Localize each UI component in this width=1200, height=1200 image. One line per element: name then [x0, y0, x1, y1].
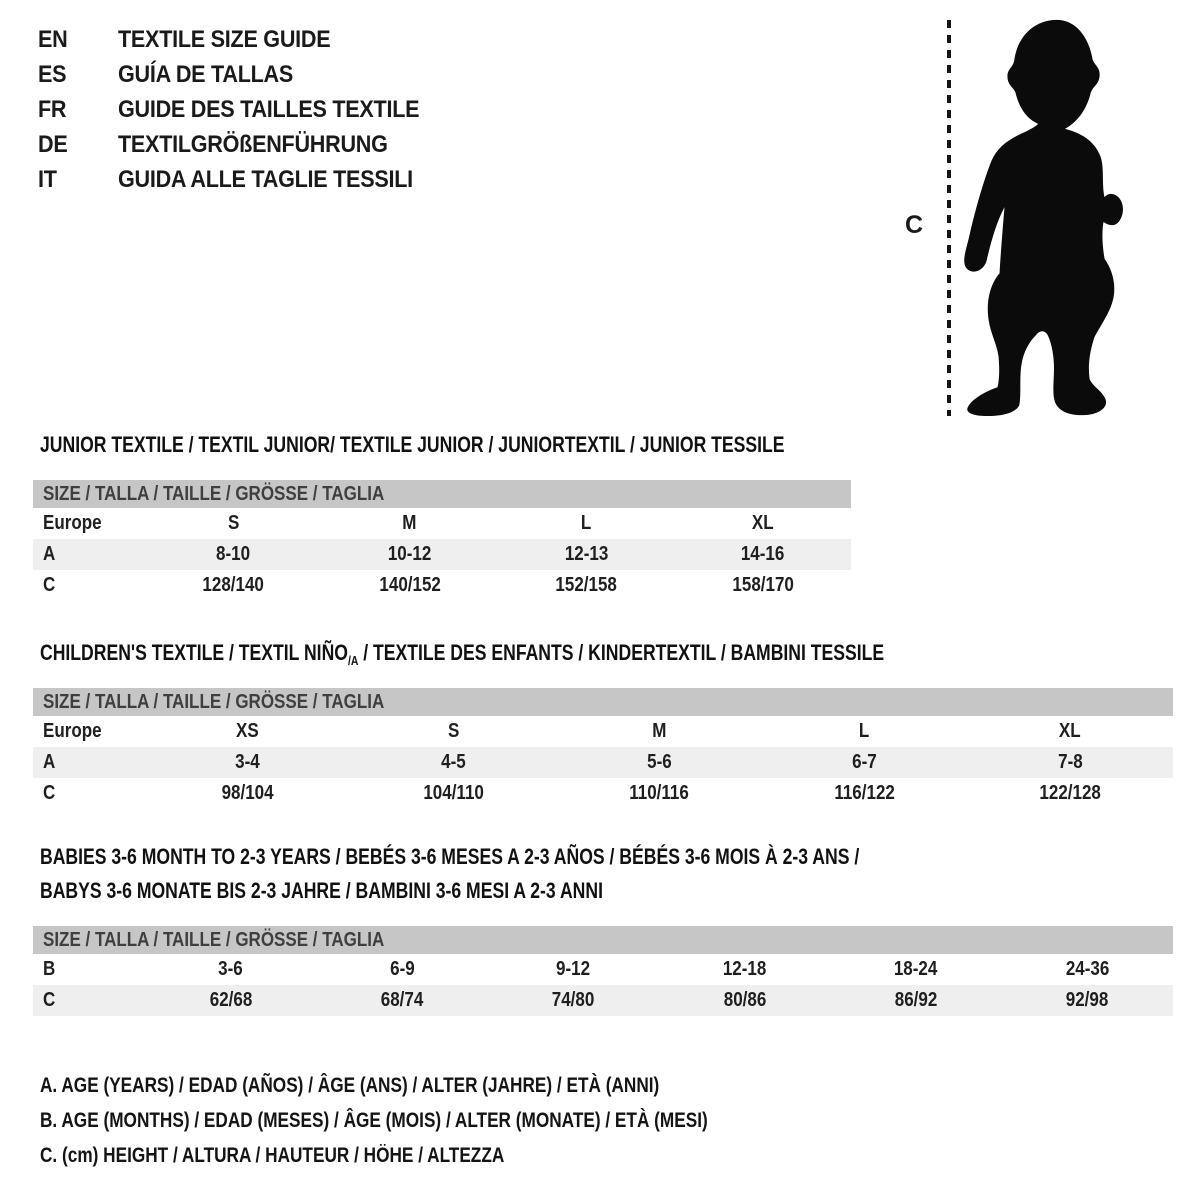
cell: 8-10 — [216, 543, 251, 565]
cell: 4-5 — [441, 751, 466, 773]
legend-line-a: A. AGE (YEARS) / EDAD (AÑOS) / ÂGE (ANS) / ALTER (JAHRE) / ETÀ (ANNI) — [40, 1073, 660, 1097]
cell: C — [43, 989, 56, 1011]
cell: 3-4 — [235, 751, 261, 773]
cell: 10-12 — [388, 543, 432, 565]
language-guide — [38, 22, 453, 197]
cell: Europe — [43, 512, 102, 534]
title-subscript: /A — [347, 653, 359, 668]
junior-section-title: JUNIOR TEXTILE / TEXTIL JUNIOR/ TEXTILE JUNIOR / JUNIORTEXTIL / JUNIOR TESSILE — [40, 432, 785, 457]
cell: XS — [236, 720, 260, 742]
language-label: GUIDE DES TAILLES TEXTILE — [118, 95, 420, 123]
language-row-fr — [38, 92, 453, 127]
cell: XL — [751, 512, 774, 534]
cell: 110/116 — [629, 782, 689, 804]
cell: 68/74 — [380, 989, 424, 1011]
size-header-bar: SIZE / TALLA / TAILLE / GRÖSSE / TAGLIA — [33, 480, 851, 508]
children-column-header-row — [33, 716, 1173, 747]
cell: L — [859, 720, 870, 742]
babies-row-age-months — [33, 954, 1173, 985]
language-code: DE — [38, 130, 68, 158]
cell: S — [227, 512, 239, 534]
babies-section-title-line2: BABYS 3-6 MONATE BIS 2-3 JAHRE / BAMBINI 3-6 MESI A 2-3 ANNI — [40, 878, 603, 903]
height-measure-dotted-line — [947, 20, 951, 416]
cell: 14-16 — [741, 543, 785, 565]
language-label: TEXTILGRÖßENFÜHRUNG — [118, 130, 388, 158]
language-row-es — [38, 57, 453, 92]
cell: 158/170 — [732, 574, 794, 596]
cell: 80/86 — [723, 989, 766, 1011]
measurement-legend — [40, 1068, 854, 1173]
language-row-it — [38, 162, 453, 197]
cell: 140/152 — [379, 574, 441, 596]
cell: 104/110 — [423, 782, 484, 804]
legend-line-b: B. AGE (MONTHS) / EDAD (MESES) / ÂGE (MOIS) / ALTER (MONATE) / ETÀ (MESI) — [40, 1108, 708, 1132]
cell: 5-6 — [646, 751, 672, 773]
language-label: TEXTILE SIZE GUIDE — [118, 25, 331, 53]
cell: 86/92 — [894, 989, 938, 1011]
children-section-title: CHILDREN'S TEXTILE / TEXTIL $NIÑO_{/A}$ / TEXTILE DES ENFANTS / KINDERTEXTIL / BAMBINI TESSILE — [40, 640, 885, 668]
language-row-en — [38, 22, 453, 57]
cell: M — [402, 512, 417, 534]
cell: 6-9 — [389, 958, 415, 980]
cell: 24-36 — [1065, 958, 1110, 980]
language-row-de — [38, 127, 453, 162]
cell: 6-7 — [852, 751, 877, 773]
cell: 18-24 — [894, 958, 938, 980]
language-code: ES — [38, 60, 67, 88]
cell: M — [651, 720, 667, 742]
language-code: FR — [38, 95, 67, 123]
language-code: IT — [38, 165, 57, 193]
language-code: EN — [38, 25, 68, 53]
cell: 92/98 — [1066, 989, 1109, 1011]
cell: C — [43, 574, 56, 596]
babies-section-title-line1: BABIES 3-6 MONTH TO 2-3 YEARS / BEBÉS 3-6 MESES A 2-3 AÑOS / BÉBÉS 3-6 MOIS À 2-3 ANS / — [40, 844, 860, 869]
cell: L — [581, 512, 592, 534]
children-size-table — [33, 688, 1173, 809]
legend-line-c: C. (cm) HEIGHT / ALTURA / HAUTEUR / HÖHE / ALTEZZA — [40, 1143, 505, 1167]
cell: A — [43, 543, 56, 565]
cell: B — [43, 958, 56, 980]
cell: A — [43, 751, 56, 773]
size-header-bar: SIZE / TALLA / TAILLE / GRÖSSE / TAGLIA — [33, 926, 1173, 954]
cell: Europe — [43, 720, 102, 742]
cell: 128/140 — [202, 574, 264, 596]
children-row-height-cm — [33, 778, 1173, 809]
height-measure-label-c: C — [905, 211, 924, 239]
children-row-age-years — [33, 747, 1173, 778]
language-label: GUÍA DE TALLAS — [118, 60, 294, 88]
cell: C — [43, 782, 56, 804]
junior-column-header-row — [33, 508, 851, 539]
cell: 7-8 — [1057, 751, 1083, 773]
cell: 9-12 — [556, 958, 591, 980]
cell: S — [447, 720, 460, 742]
junior-row-age-years — [33, 539, 851, 570]
cell: 12-18 — [722, 958, 767, 980]
cell: 116/122 — [834, 782, 895, 804]
size-header-bar: SIZE / TALLA / TAILLE / GRÖSSE / TAGLIA — [33, 688, 1173, 716]
toddler-silhouette-icon — [958, 12, 1150, 418]
cell: 122/128 — [1039, 782, 1101, 804]
cell: 62/68 — [209, 989, 252, 1011]
cell: XL — [1059, 720, 1082, 742]
junior-row-height-cm — [33, 570, 851, 601]
cell: 12-13 — [564, 543, 608, 565]
cell: 98/104 — [221, 782, 274, 804]
babies-row-height-cm — [33, 985, 1173, 1016]
babies-size-table — [33, 926, 1173, 1016]
cell: 74/80 — [552, 989, 595, 1011]
cell: 3-6 — [218, 958, 243, 980]
cell: 152/158 — [555, 574, 617, 596]
junior-size-table — [33, 480, 851, 601]
language-label: GUIDA ALLE TAGLIE TESSILI — [118, 165, 413, 193]
